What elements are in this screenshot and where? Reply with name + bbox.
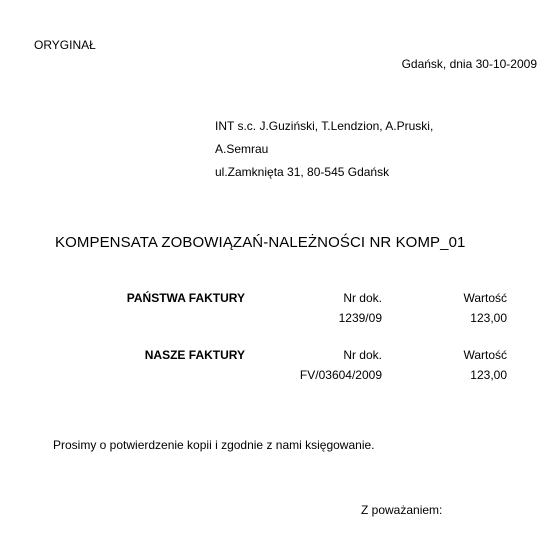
confirmation-request: Prosimy o potwierdzenie kopii i zgodnie z nami księgowanie. bbox=[53, 438, 375, 452]
document-title: KOMPENSATA ZOBOWIĄZAŃ-NALEŻNOŚCI NR KOMP_01 bbox=[55, 234, 466, 251]
column-header-value: Wartość bbox=[463, 291, 507, 305]
column-header-value: Wartość bbox=[463, 348, 507, 362]
closing-signature-line: Z poważaniem: bbox=[361, 503, 443, 517]
invoice-doc-number: FV/03604/2009 bbox=[299, 368, 382, 382]
column-header-doc-no: Nr dok. bbox=[343, 291, 382, 305]
invoice-doc-number: 1239/09 bbox=[338, 311, 382, 325]
recipient-line-2: A.Semrau bbox=[215, 142, 269, 156]
invoice-value: 123,00 bbox=[470, 311, 507, 325]
recipient-line-1: INT s.c. J.Guziński, T.Lendzion, A.Pruski, bbox=[215, 119, 434, 133]
document-label: ORYGINAŁ bbox=[34, 38, 96, 52]
section-label-your-invoices: PAŃSTWA FAKTURY bbox=[126, 291, 245, 305]
section-label-our-invoices: NASZE FAKTURY bbox=[144, 348, 245, 362]
recipient-address: ul.Zamknięta 31, 80-545 Gdańsk bbox=[215, 165, 390, 179]
place-date: Gdańsk, dnia 30-10-2009 bbox=[401, 57, 537, 71]
column-header-doc-no: Nr dok. bbox=[343, 348, 382, 362]
invoice-value: 123,00 bbox=[470, 368, 507, 382]
